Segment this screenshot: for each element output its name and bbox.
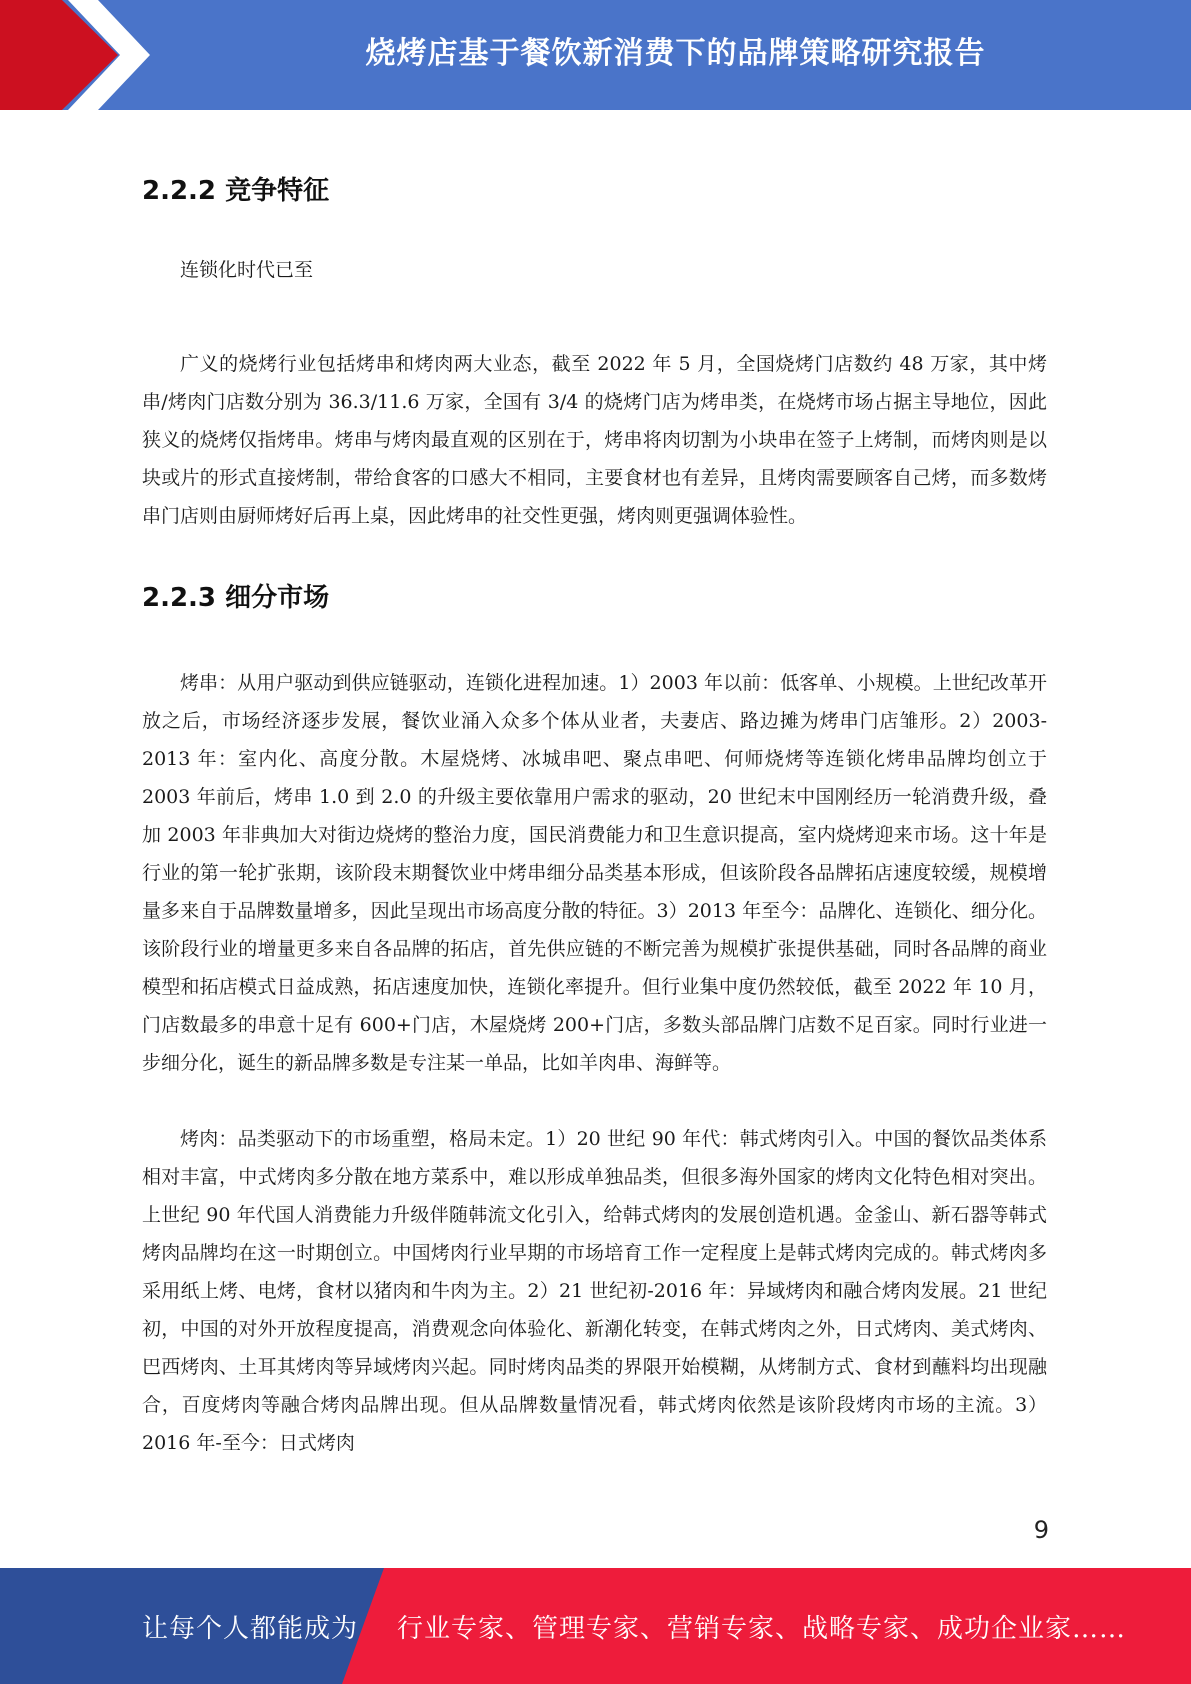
footer-slogan-left: 让每个人都能成为: [142, 1613, 359, 1644]
section-subheading-chain: 连锁化时代已至: [180, 259, 314, 281]
page-number: 9: [1033, 1516, 1049, 1544]
paragraph-skewers: 烤串：从用户驱动到供应链驱动，连锁化进程加速。1）2003 年以前：低客单、小规模。上世纪改革开放之后，市场经济逐步发展，餐饮业涌入众多个体从业者，夫妻店、路边摊为烤串门店雏形。2）2003-2013 年：室内化、高度分散。木屋烧烤、冰城串吧、聚点串吧、何师烧烤等连锁化烤串品牌均创立于 2003 年前后，烤串 1.0 到 2.0 的升级主要依靠用户需求的驱动，20 世纪末中国刚经历一轮消费升级，叠加 2003 年非典加大对街边烧烤的整治力度，国民消费能力和卫生意识提高，室内烧烤迎来市场。这十年是行业的第一轮扩张期，该阶段末期餐饮业中烤串细分品类基本形成，但该阶段各品牌拓店速度较缓，规模增量多来自于品牌数量增多，因此呈现出市场高度分散的特征。3）2013 年至今：品牌化、连锁化、细分化。该阶段行业的增量更多来自各品牌的拓店，首先供应链的不断完善为规模扩张提供基础，同时各品牌的商业模型和拓店模式日益成熟，拓店速度加快，连锁化率提升。但行业集中度仍然较低，截至 2022 年 10 月，门店数最多的串意十足有 600+门店，木屋烧烤 200+门店，多数头部品牌门店数不足百家。同时行业进一步细分化，诞生的新品牌多数是专注某一单品，比如羊肉串、海鲜等。: [142, 672, 1047, 1074]
report-title: 烧烤店基于餐饮新消费下的品牌策略研究报告: [365, 36, 986, 71]
header-arrow-graphic: [0, 0, 160, 110]
footer-slogan-right: 行业专家、管理专家、营销专家、战略专家、成功企业家……: [397, 1613, 1127, 1644]
paragraph-grilled-meat: 烤肉：品类驱动下的市场重塑，格局未定。1）20 世纪 90 年代：韩式烤肉引入。中国的餐饮品类体系相对丰富，中式烤肉多分散在地方菜系中，难以形成单独品类，但很多海外国家的烤肉文化特色相对突出。上世纪 90 年代国人消费能力升级伴随韩流文化引入，给韩式烤肉的发展创造机遇。金釜山、新石器等韩式烤肉品牌均在这一时期创立。中国烤肉行业早期的市场培育工作一定程度上是韩式烤肉完成的。韩式烤肉多采用纸上烤、电烤，食材以猪肉和牛肉为主。2）21 世纪初-2016 年：异域烤肉和融合烤肉发展。21 世纪初，中国的对外开放程度提高，消费观念向体验化、新潮化转变，在韩式烤肉之外，日式烤肉、美式烤肉、巴西烤肉、土耳其烤肉等异域烤肉兴起。同时烤肉品类的界限开始模糊，从烤制方式、食材到蘸料均出现融合，百度烤肉等融合烤肉品牌出现。但从品牌数量情况看，韩式烤肉依然是该阶段烤肉市场的主流。3）2016 年-至今：日式烤肉: [142, 1128, 1047, 1454]
section-heading-competition: 2.2.2 竞争特征: [142, 176, 330, 206]
page-content: [142, 150, 1047, 1462]
page-footer: [0, 1568, 1191, 1684]
page-header: [0, 0, 1191, 110]
section-heading-segments: 2.2.3 细分市场: [142, 583, 330, 613]
paragraph-bbq-industry: 广义的烧烤行业包括烤串和烤肉两大业态，截至 2022 年 5 月，全国烧烤门店数约 48 万家，其中烤串/烤肉门店数分别为 36.3/11.6 万家，全国有 3/4 的烧烤门店为烤串类，在烧烤市场占据主导地位，因此狭义的烧烤仅指烤串。烤串与烤肉最直观的区别在于，烤串将肉切割为小块串在签子上烤制，而烤肉则是以块或片的形式直接烤制，带给食客的口感大不相同，主要食材也有差异，且烤肉需要顾客自己烤，而多数烤串门店则由厨师烤好后再上桌，因此烤串的社交性更强，烤肉则更强调体验性。: [142, 353, 1047, 527]
